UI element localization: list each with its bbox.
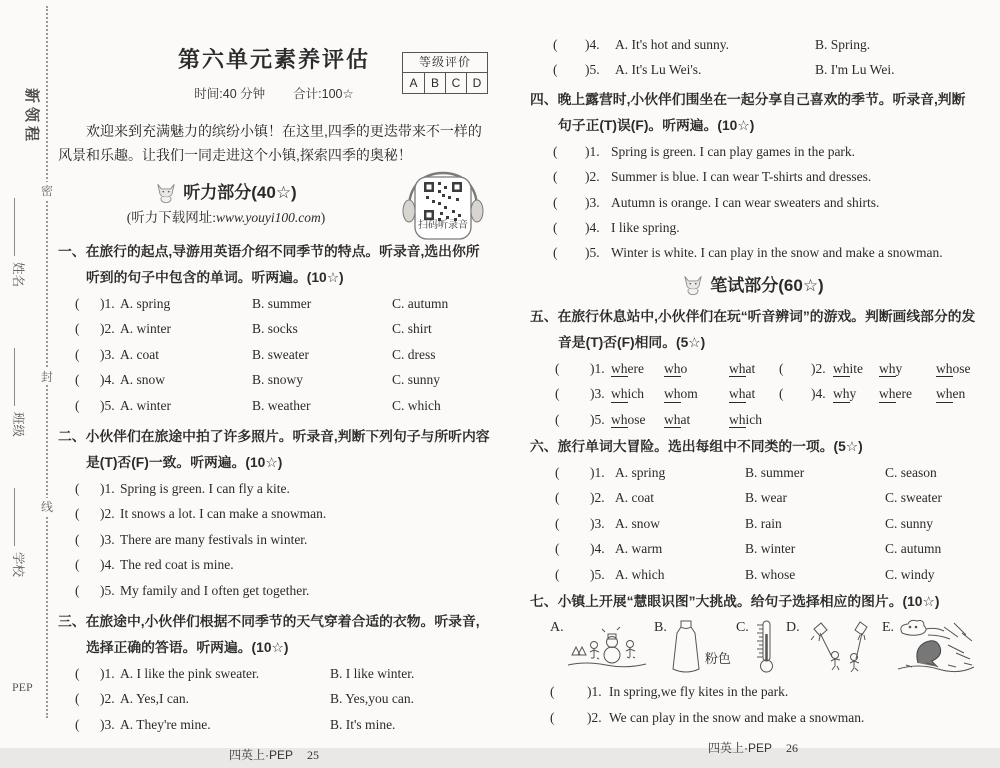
option-a: A. It's Lu Wei's. <box>615 62 702 78</box>
word: whose <box>611 411 646 427</box>
option-c: C. windy <box>885 566 935 582</box>
answer-blank: ( <box>75 321 80 337</box>
question-row <box>530 240 976 265</box>
option-a: A. snow <box>615 515 661 531</box>
thermometer-image <box>751 619 777 675</box>
school-field-label: 学校 <box>10 488 28 577</box>
question-row <box>530 485 976 510</box>
question-row <box>530 164 976 189</box>
answer-blank: ( <box>553 220 558 236</box>
answer-blank: ( <box>555 515 560 531</box>
name-fill-line <box>14 198 15 256</box>
question-number: )3. <box>100 346 115 362</box>
pep-edition-label: PEP <box>12 680 33 694</box>
class-field-label: 班级 <box>10 348 28 437</box>
time-limit: 时间:40 分钟 <box>194 87 266 101</box>
section-written-7 <box>530 589 976 730</box>
statement: We can play in the snow and make a snowman. <box>609 709 865 725</box>
section-listening-1 <box>58 239 490 418</box>
option-c: C. sweater <box>885 490 942 506</box>
question-number: )4. <box>585 37 600 52</box>
word: what <box>729 360 756 376</box>
answer-blank: ( <box>75 582 80 598</box>
question-row <box>58 712 490 737</box>
question-row <box>58 552 490 577</box>
question-row <box>58 367 490 392</box>
option-b: B. snowy <box>252 372 304 388</box>
option-a: A. It's hot and sunny. <box>615 37 730 52</box>
binding-char: 线 <box>40 500 53 514</box>
answer-blank: ( <box>555 465 560 481</box>
answer-blank: ( <box>550 709 555 725</box>
question-number: )2. <box>100 691 115 707</box>
question-row <box>530 705 976 730</box>
section-heading: 二、小伙伴们在旅途中拍了许多照片。听录音,判断下列句子与所听内容是(T)否(F)一致。听两遍。(10☆) <box>58 429 490 471</box>
question-number: )1. <box>100 666 115 682</box>
statement: It snows a lot. I can make a snowman. <box>120 506 327 522</box>
answer-blank: ( <box>553 194 558 210</box>
statement: I like spring. <box>611 220 680 236</box>
option-a: A. They're mine. <box>120 716 211 732</box>
question-number: )1. <box>590 360 605 376</box>
statement: The red coat is mine. <box>120 557 234 573</box>
word: white <box>833 360 863 376</box>
windy-scene-image <box>896 619 976 673</box>
answer-blank: ( <box>779 360 784 376</box>
option-a: A. Yes,I can. <box>120 691 189 707</box>
picture-options-row <box>530 619 976 679</box>
question-number: )2. <box>100 321 115 337</box>
question-number: )1. <box>100 296 115 311</box>
answer-blank: ( <box>555 541 560 557</box>
page-number: 25 <box>307 748 319 763</box>
written-part-title: 笔试部分(60☆) <box>710 275 824 295</box>
option-a: A. snow <box>120 372 166 388</box>
option-b: B. Spring. <box>815 37 871 52</box>
section-listening-3-continued <box>530 32 976 83</box>
section-written-6 <box>530 434 976 587</box>
option-b: B. whose <box>745 566 796 582</box>
answer-blank: ( <box>555 360 560 376</box>
question-number: )2. <box>590 490 605 506</box>
option-a: A. spring <box>120 296 171 311</box>
question-number: )1. <box>587 684 602 700</box>
section-listening-4 <box>530 87 976 266</box>
answer-blank: ( <box>553 245 558 261</box>
statement: In spring,we fly kites in the park. <box>609 684 789 700</box>
picture-option-e: E. <box>882 619 976 673</box>
option-a: A. winter <box>120 321 171 337</box>
answer-blank: ( <box>553 37 558 52</box>
grade-level-c: C <box>445 73 466 93</box>
answer-blank: ( <box>75 506 80 522</box>
option-c: C. autumn <box>392 296 449 311</box>
question-number: )1. <box>590 465 605 481</box>
question-row <box>530 381 976 406</box>
question-number: )4. <box>590 541 605 557</box>
question-row <box>530 190 976 215</box>
listening-download-note: (听力下载网址:www.youyi100.com) <box>126 210 326 225</box>
question-number: )2. <box>100 506 115 522</box>
option-c: C. sunny <box>885 515 934 531</box>
question-number: )2. <box>811 360 826 376</box>
question-row <box>530 536 976 561</box>
section-listening-3 <box>58 609 490 737</box>
grade-level-d: D <box>466 73 487 93</box>
statement: Spring is green. I can play games in the park. <box>611 143 856 159</box>
word: where <box>611 360 644 376</box>
question-row <box>530 511 976 536</box>
footer-label: 四英上·PEP <box>228 748 293 763</box>
answer-blank: ( <box>553 62 558 78</box>
section-listening-2 <box>58 424 490 603</box>
option-b: B. summer <box>745 465 805 481</box>
section-written-5 <box>530 304 976 432</box>
question-number: )4. <box>100 557 115 573</box>
question-number: )5. <box>100 582 115 598</box>
statement: There are many festivals in winter. <box>120 531 308 547</box>
school-fill-line <box>14 488 15 546</box>
question-number: )4. <box>100 372 115 388</box>
option-b: B. Yes,you can. <box>330 691 415 707</box>
section-heading: 四、晚上露营时,小伙伴们围坐在一起分享自己喜欢的季节。听录音,判断句子正(T)误(F)。听两遍。(10☆) <box>530 91 966 133</box>
answer-blank: ( <box>75 716 80 732</box>
question-row <box>530 356 976 381</box>
left-page <box>58 0 490 768</box>
word: where <box>879 386 912 402</box>
question-row <box>58 527 490 552</box>
question-row <box>58 578 490 603</box>
question-number: )3. <box>590 386 605 402</box>
option-b: B. wear <box>745 490 787 506</box>
answer-blank: ( <box>75 666 80 682</box>
section-heading: 三、在旅途中,小伙伴们根据不同季节的天气穿着合适的衣物。听录音,选择正确的答语。听两遍。(10☆) <box>58 614 480 656</box>
binding-margin <box>0 0 56 748</box>
option-b: B. weather <box>252 397 311 413</box>
written-part-header <box>530 272 976 300</box>
option-c: C. dress <box>392 346 436 362</box>
option-a: A. winter <box>120 397 171 413</box>
writing-mascot-icon <box>682 275 704 296</box>
word: what <box>729 386 756 402</box>
answer-blank: ( <box>550 684 555 700</box>
question-row <box>530 460 976 485</box>
question-number: )4. <box>585 220 600 236</box>
listening-part-header <box>58 179 394 207</box>
answer-blank: ( <box>75 481 80 497</box>
question-row <box>530 679 976 704</box>
statement: Spring is green. I can fly a kite. <box>120 481 290 497</box>
question-number: )3. <box>100 531 115 547</box>
question-row <box>58 316 490 341</box>
name-field-label: 姓名 <box>10 198 28 287</box>
picture-option-b: B. 粉色 <box>654 619 736 675</box>
answer-blank: ( <box>555 386 560 402</box>
answer-blank: ( <box>75 557 80 573</box>
word: which <box>611 386 644 402</box>
option-b: B. I'm Lu Wei. <box>815 62 895 78</box>
question-number: )5. <box>100 397 115 413</box>
option-b: B. rain <box>745 515 782 531</box>
question-number: )2. <box>585 169 600 185</box>
section-heading: 五、在旅行休息站中,小伙伴们在玩“听音辨词”的游戏。判断画线部分的发音是(T)否(F)相同。(5☆) <box>530 308 976 350</box>
qr-caption: 扫码听录音 <box>418 220 468 231</box>
answer-blank: ( <box>75 296 80 311</box>
option-a: A. spring <box>615 465 666 481</box>
page-number: 26 <box>786 740 798 755</box>
question-row <box>530 32 976 57</box>
listening-mascot-icon <box>155 183 177 204</box>
grade-rating-box <box>402 52 488 94</box>
option-a: A. coat <box>615 490 654 506</box>
option-c: C. season <box>885 465 937 481</box>
option-b: B. socks <box>252 321 298 337</box>
picture-option-d: D. <box>786 619 882 675</box>
option-c: C. sunny <box>392 372 441 388</box>
answer-blank: ( <box>553 143 558 159</box>
question-row <box>530 215 976 240</box>
question-row <box>58 393 490 418</box>
right-page <box>530 0 976 761</box>
snowman-scene-image <box>566 619 648 671</box>
question-number: )5. <box>590 566 605 582</box>
footer-label: 四英上·PEP <box>707 740 772 755</box>
question-row <box>530 562 976 587</box>
word: why <box>879 360 903 376</box>
word: who <box>664 360 688 376</box>
word: whose <box>936 360 971 376</box>
word: when <box>936 386 966 402</box>
question-number: )3. <box>590 515 605 531</box>
option-a: A. which <box>615 566 665 582</box>
option-c: C. autumn <box>885 541 942 557</box>
answer-blank: ( <box>75 531 80 547</box>
question-number: )5. <box>585 62 600 78</box>
grade-box-title: 等级评价 <box>403 53 487 73</box>
statement: My family and I often get together. <box>120 582 310 598</box>
word: which <box>729 411 762 427</box>
option-c: C. which <box>392 397 441 413</box>
page-title: 第六单元素养评估 <box>177 47 370 72</box>
answer-blank: ( <box>555 566 560 582</box>
word: why <box>833 386 857 402</box>
question-row <box>530 407 976 432</box>
option-c: C. shirt <box>392 321 432 337</box>
question-number: )5. <box>590 411 605 427</box>
picture-option-c: C. <box>736 619 786 675</box>
question-row <box>58 342 490 367</box>
download-url: www.youyi100.com <box>216 210 321 225</box>
option-b: B. winter <box>745 541 796 557</box>
question-row <box>58 501 490 526</box>
question-number: )2. <box>587 709 602 725</box>
option-b: B. It's mine. <box>330 716 396 732</box>
answer-blank: ( <box>75 691 80 707</box>
binding-char: 封 <box>40 370 53 384</box>
answer-blank: ( <box>555 490 560 506</box>
question-row <box>530 139 976 164</box>
answer-blank: ( <box>555 411 560 427</box>
question-number: )5. <box>585 245 600 261</box>
question-row <box>58 476 490 501</box>
question-row <box>58 686 490 711</box>
section-heading: 七、小镇上开展“慧眼识图”大挑战。给句子选择相应的图片。(10☆) <box>530 594 940 610</box>
word: whom <box>664 386 698 402</box>
option-b: B. summer <box>252 296 312 311</box>
answer-blank: ( <box>75 397 80 413</box>
total-score: 合计:100☆ <box>293 87 354 101</box>
question-number: )1. <box>100 481 115 497</box>
listening-part-title: 听力部分(40☆) <box>183 183 297 202</box>
answer-blank: ( <box>779 386 784 402</box>
statement: Autumn is orange. I can wear sweaters and shirts. <box>611 194 880 210</box>
grade-level-b: B <box>424 73 445 93</box>
brand-vertical-label: 新领程 <box>23 88 40 146</box>
answer-blank: ( <box>75 346 80 362</box>
kite-flying-image <box>802 619 880 675</box>
dress-color-caption: 粉色 <box>704 651 731 667</box>
pink-dress-image <box>669 619 703 675</box>
page-footer <box>58 743 490 768</box>
binding-dotted-line <box>46 6 48 718</box>
question-number: )1. <box>585 143 600 159</box>
option-a: A. I like the pink sweater. <box>120 666 260 682</box>
class-fill-line <box>14 348 15 406</box>
option-b: B. I like winter. <box>330 666 415 682</box>
statement: Winter is white. I can play in the snow and make a snowman. <box>611 245 943 261</box>
answer-blank: ( <box>75 372 80 388</box>
question-number: )3. <box>585 194 600 210</box>
option-a: A. warm <box>615 541 663 557</box>
question-row <box>58 291 490 316</box>
question-number: )4. <box>811 386 826 402</box>
qr-code-block <box>398 166 488 244</box>
question-number: )3. <box>100 716 115 732</box>
statement: Summer is blue. I can wear T-shirts and dresses. <box>611 169 872 185</box>
binding-char: 密 <box>40 184 53 198</box>
word: what <box>664 411 691 427</box>
question-row <box>530 57 976 82</box>
question-row <box>58 661 490 686</box>
picture-option-a: A. <box>550 619 654 671</box>
grade-box-cells <box>403 73 487 93</box>
answer-blank: ( <box>553 169 558 185</box>
page-footer <box>530 736 976 761</box>
intro-paragraph: 欢迎来到充满魅力的缤纷小镇！在这里,四季的更迭带来不一样的风景和乐趣。让我们一同走进这个小镇,探索四季的奥秘！ <box>58 123 482 163</box>
option-b: B. sweater <box>252 346 309 362</box>
section-heading: 一、在旅行的起点,导游用英语介绍不同季节的特点。听录音,选出你所听到的句子中包含的单词。听两遍。(10☆) <box>58 244 480 285</box>
grade-level-a: A <box>409 76 418 90</box>
option-a: A. coat <box>120 346 159 362</box>
section-heading: 六、旅行单词大冒险。选出每组中不同类的一项。(5☆) <box>530 439 863 455</box>
